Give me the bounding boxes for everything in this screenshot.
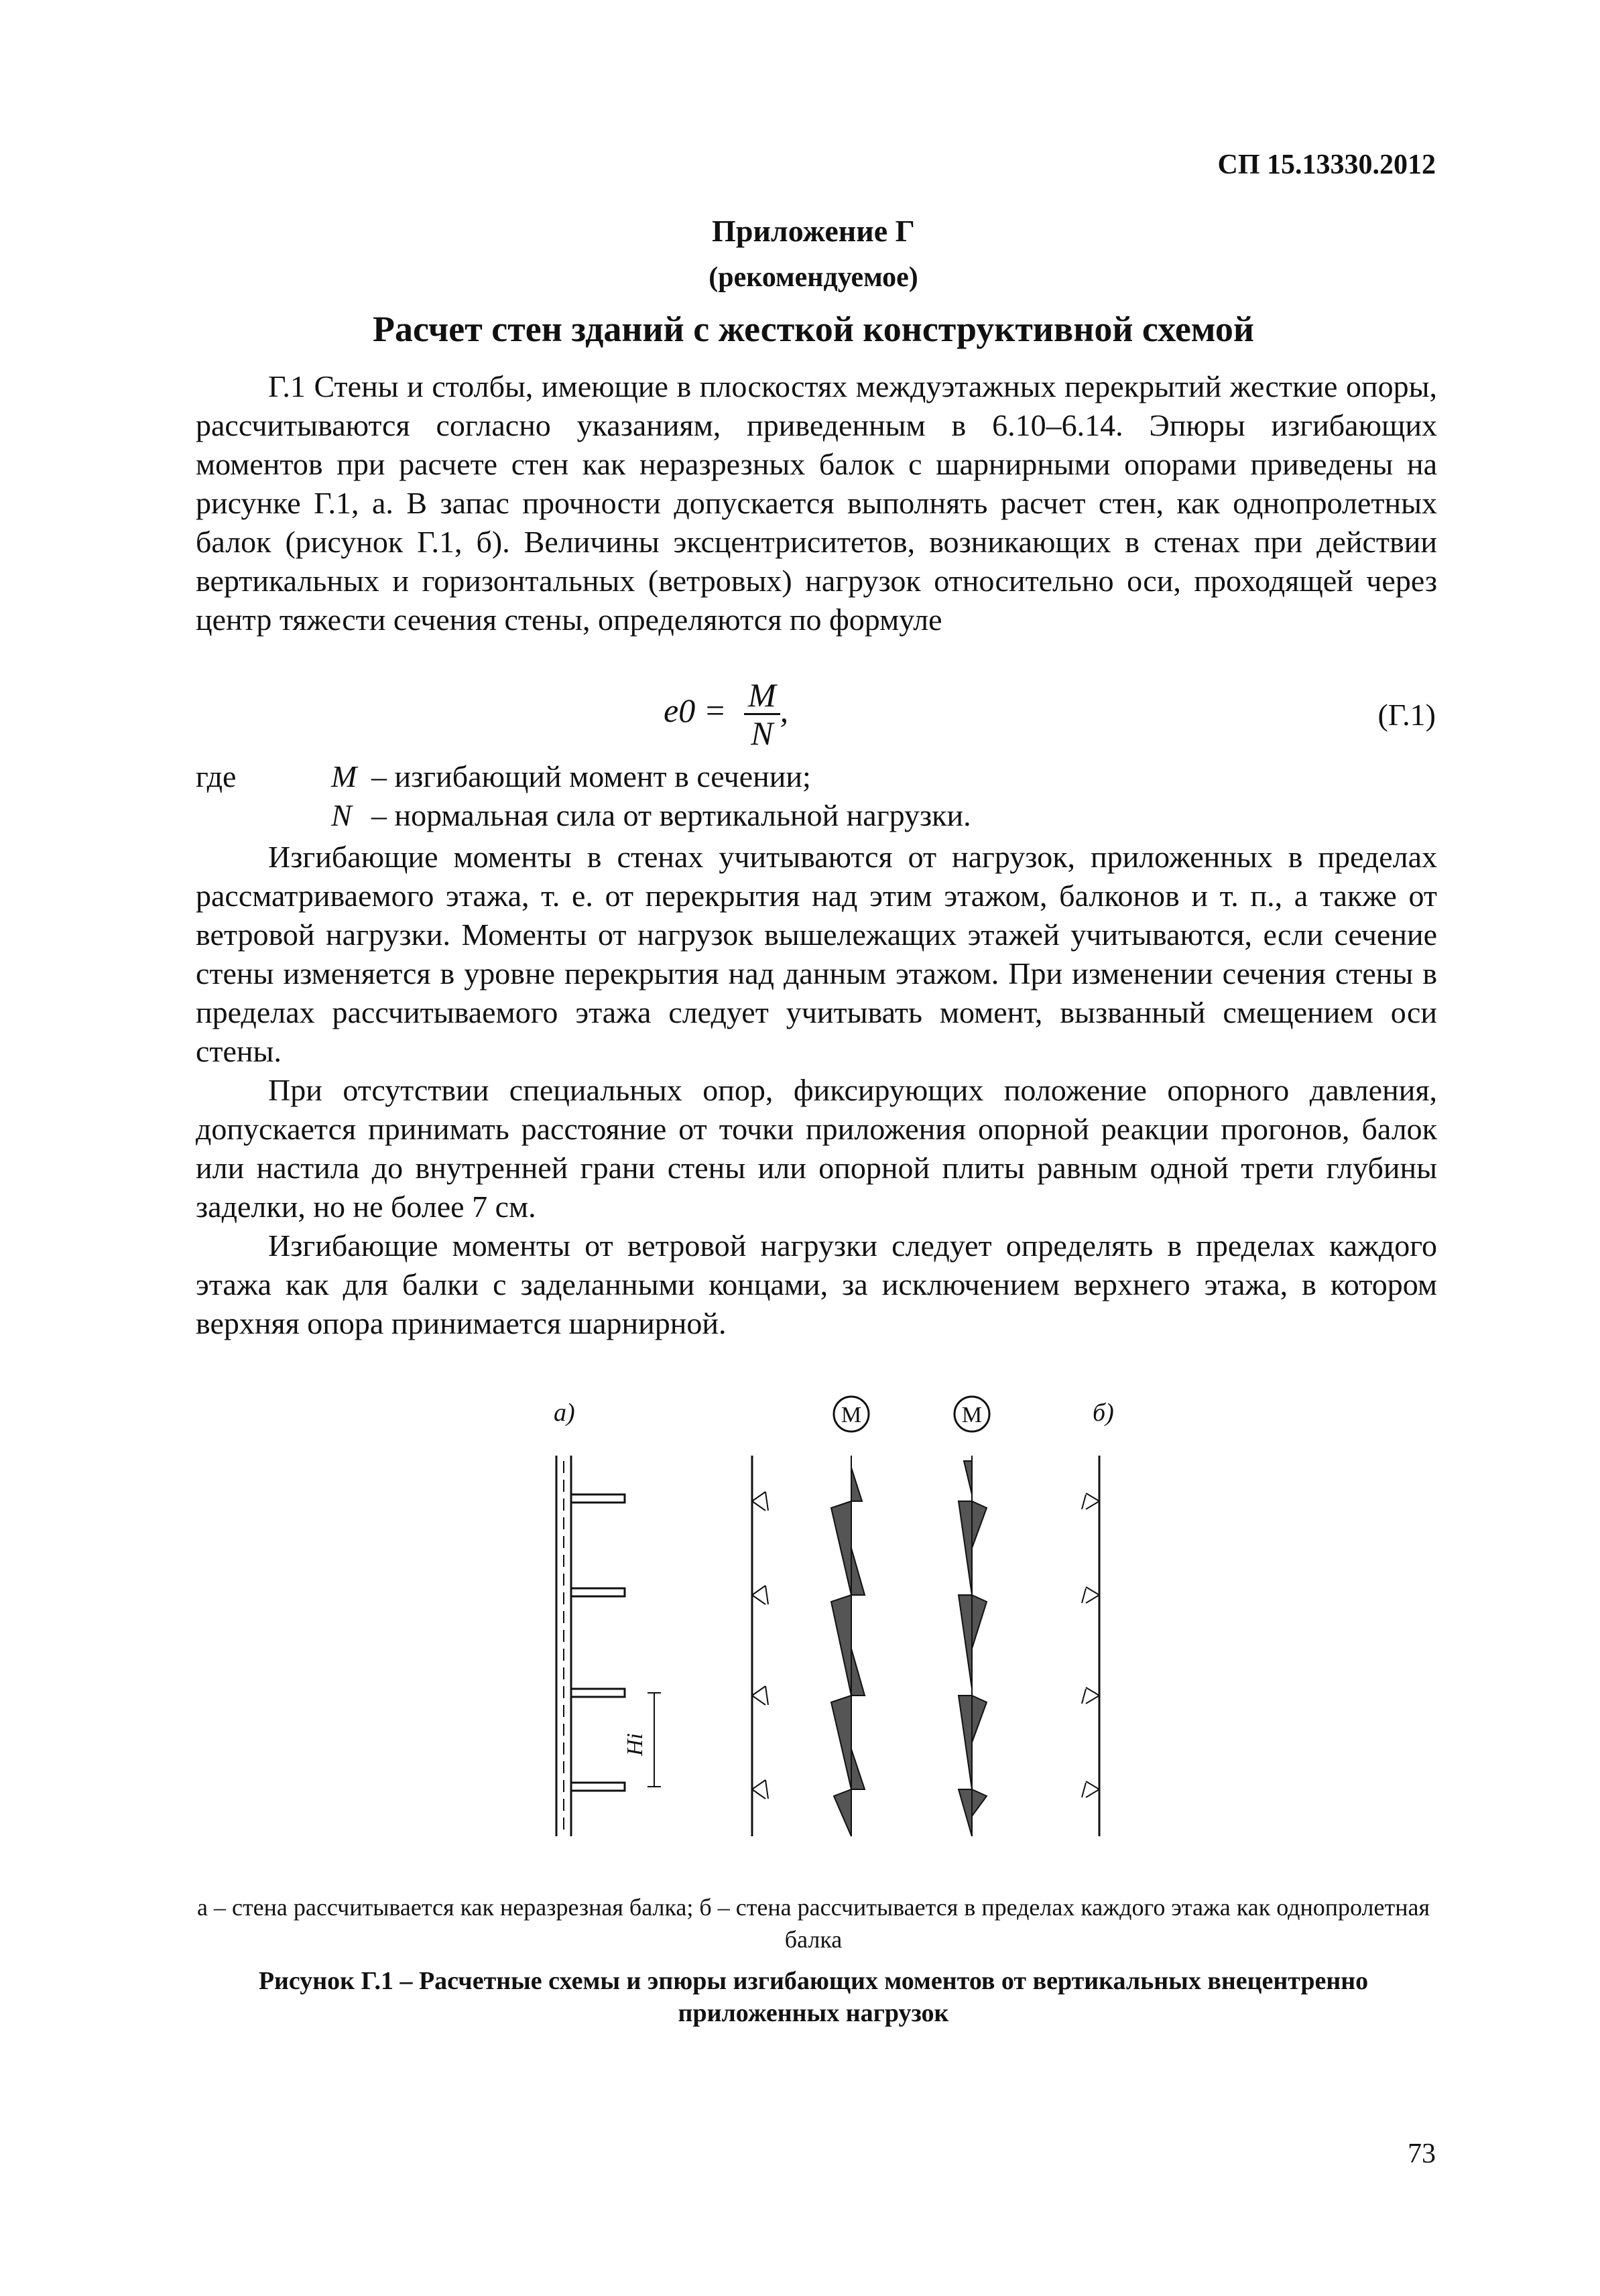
where-symbol: N (331, 798, 352, 832)
where-item (331, 796, 971, 835)
formula-suffix: , (780, 691, 789, 729)
formula-g1 (664, 677, 788, 751)
paragraph-supports: При отсутствии специальных опор, фиксирующих положение опорного давления, допускается принимать расстояние от точки приложения опорной реакции прогонов, балок или настила до внутренней грани стены или опорной плиты равным одной трети глубины заделки, но не более 7 см. (196, 1073, 1437, 1224)
figure-diagram (509, 1394, 1180, 1850)
text-block-2 (196, 838, 1437, 1343)
annex-title: Приложение Г (712, 214, 915, 248)
figure-label-b: б) (1093, 1399, 1114, 1427)
paragraph-g1: Г.1 Стены и столбы, имеющие в плоскостях междуэтажных перекрытий жесткие опоры, рассчитываются согласно указаниям, приведенным в 6.10–6.14. Эпюры изгибающих моментов при расчете стен как неразрезных балок с шарнирными опорами приведены на рисунке Г.1, а. В запас прочности допускается выполнять расчет стен, как однопролетных балок (рисунок Г.1, б). Величины эксцентриситетов, возникающих в стенах при действии вертикальных и горизонтальных (ветровых) нагрузок относительно оси, проходящей через центр тяжести сечения стены, определяются по формуле (196, 369, 1437, 637)
figure-label-a: а) (554, 1399, 575, 1427)
beam-scheme-single-span (1082, 1456, 1099, 1836)
document-code: СП 15.13330.2012 (1217, 149, 1436, 180)
where-text: – нормальная сила от вертикальной нагрузки. (371, 798, 971, 832)
formula-numerator: M (744, 677, 780, 715)
moment-symbol-2 (955, 1397, 989, 1431)
beam-scheme-continuous (752, 1456, 768, 1836)
figure-legend: а – стена рассчитывается как неразрезная балка; б – стена рассчитывается в пределах каждого этажа как однопролетная балка (196, 1894, 1430, 1953)
wall-scheme-a (556, 1456, 661, 1836)
where-text: – изгибающий момент в сечении; (371, 759, 811, 793)
moment-diagram-a (831, 1456, 865, 1836)
annex-subtitle: (рекомендуемое) (709, 262, 918, 293)
moment-symbol-1 (834, 1397, 869, 1431)
figure-g1 (509, 1394, 1180, 1850)
where-item (331, 757, 811, 796)
figure-caption: Рисунок Г.1 – Расчетные схемы и эпюры изгибающих моментов от вертикальных внецентренно приложенных нагрузок (258, 1967, 1369, 2027)
formula-number: (Г.1) (1377, 698, 1436, 732)
dimension-label: Hi (623, 1733, 648, 1756)
moment-diagram-b (959, 1456, 987, 1836)
formula-denominator: N (751, 714, 774, 752)
page-number: 73 (1408, 2139, 1436, 2169)
formula-fraction (744, 677, 780, 751)
moment-symbol-text: M (961, 1403, 983, 1427)
text-block-1 (196, 367, 1437, 639)
where-symbol: M (331, 759, 357, 793)
paragraph-wind: Изгибающие моменты от ветровой нагрузки следует определять в пределах каждого этажа как для балки с заделанными концами, за исключением верхнего этажа, в котором верхняя опора принимается шарнирной. (196, 1228, 1437, 1340)
paragraph-moments: Изгибающие моменты в стенах учитываются от нагрузок, приложенных в пределах рассматриваемого этажа, т. е. от перекрытия над этим этажом, балконов и т. п., а также от ветровой нагрузки. Моменты от нагрузок вышележащих этажей учитываются, если сечение стены изменяется в уровне перекрытия над данным этажом. При изменении сечения стены в пределах рассчитываемого этажа следует учитывать момент, вызванный смещением оси стены. (196, 840, 1437, 1068)
moment-symbol-text: M (841, 1403, 862, 1427)
section-heading: Расчет стен зданий с жесткой конструктивной схемой (372, 309, 1254, 349)
where-label: где (196, 759, 237, 793)
formula-lhs: e0 = (664, 691, 727, 729)
